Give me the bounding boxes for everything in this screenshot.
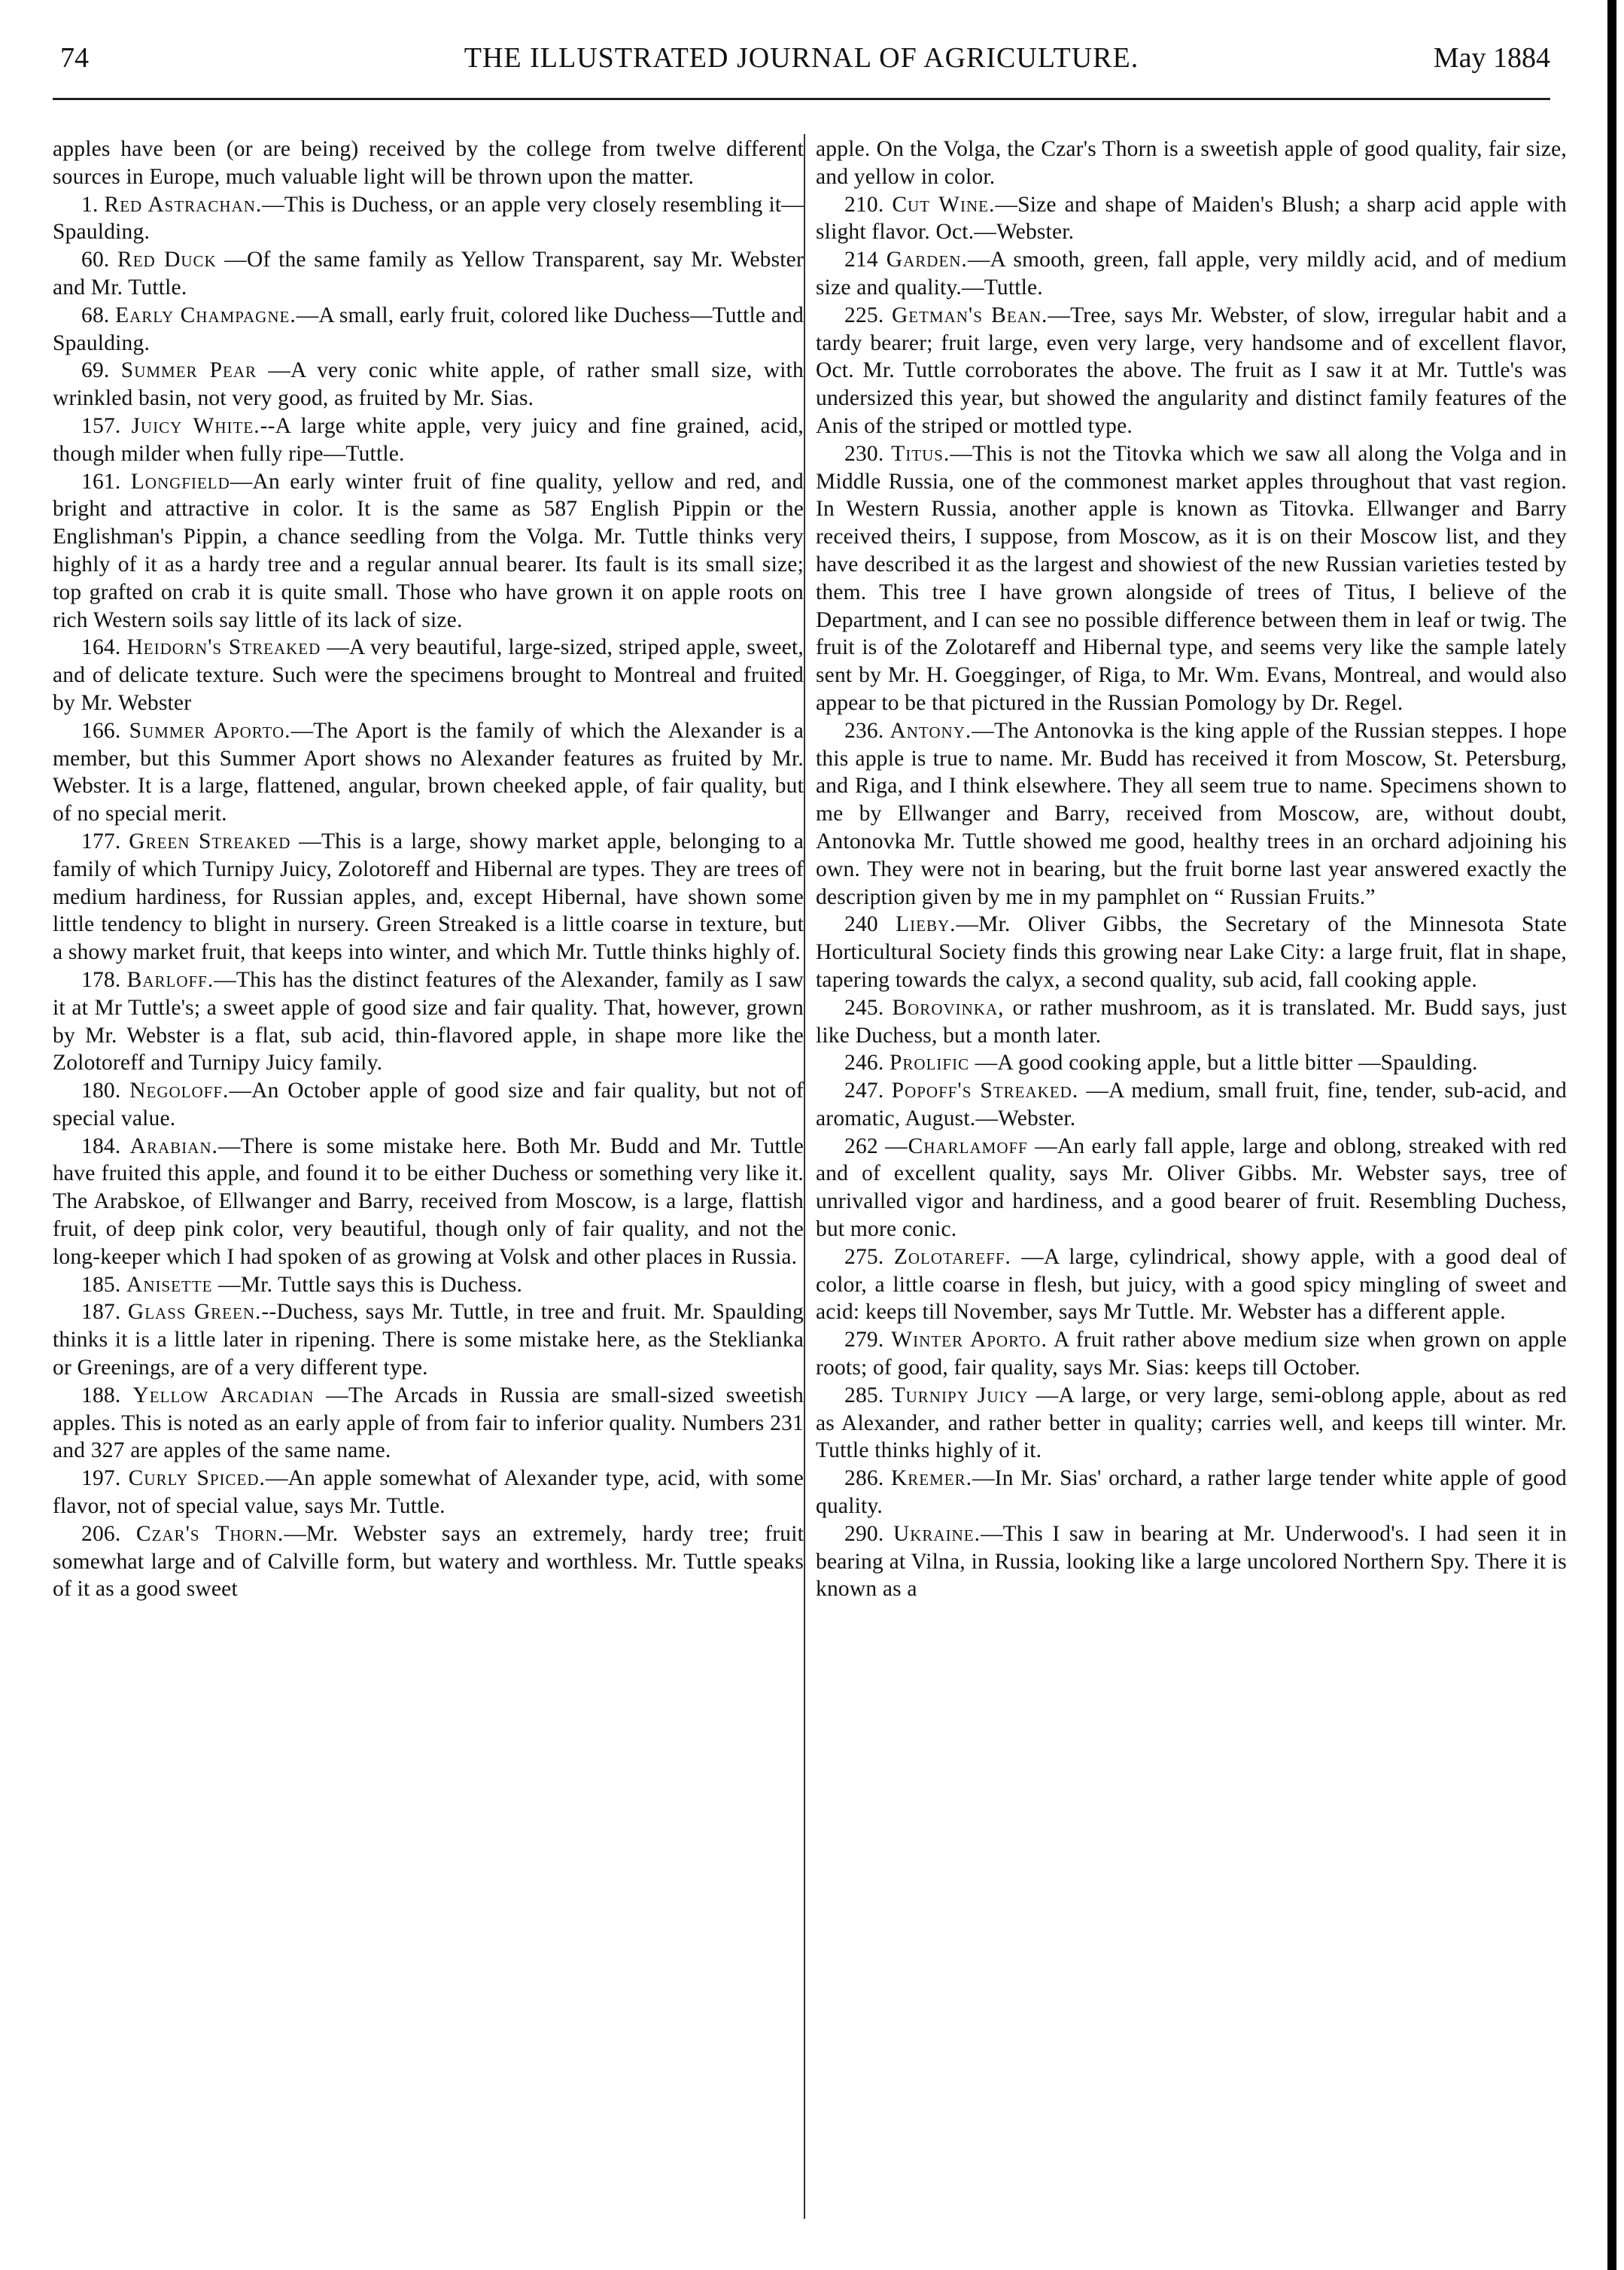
- article-entry: [53, 412, 804, 468]
- entry-number: 214: [844, 248, 878, 272]
- variety-name: Titus.: [891, 441, 950, 466]
- variety-name: Winter Aporto.: [891, 1328, 1048, 1353]
- entry-text: —The Aport is the family of which the Alexander is a member, but this Summer Aport shows no Alexander features as fruited by Mr. Webster. It is a large, flattened, angular, brown cheeked apple, of fair quality, but of no special merit.: [53, 718, 804, 826]
- entry-text: —An October apple of good size and fair quality, but not of special value.: [53, 1079, 804, 1130]
- article-entry: [816, 135, 1567, 191]
- article-entry: [53, 1382, 804, 1465]
- column-divider: [804, 134, 805, 2219]
- article-entry: [816, 1243, 1567, 1326]
- entry-text: --A large white apple, very juicy and fine grained, acid, though milder when fully ripe—Tuttle.: [53, 413, 804, 466]
- entry-number: 187.: [81, 1300, 121, 1325]
- entry-text: —The Antonovka is the king apple of the Russian steppes. I hope this apple is true to name. Mr. Budd has received it from Moscow, St. Petersburg, and Riga, and I think elsewhere. They all seem true to name. Specimens shown to me by Ellwanger and Barry, received from Moscow, are, without doubt, Antonovka Mr. Tuttle showed me good, healthy trees in an orchard adjoining his own. They were not in bearing, but the fruit borne last year answered exactly the description given by me in my pamphlet on “ Russian Fruits.”: [816, 718, 1568, 909]
- article-entry: [816, 1520, 1567, 1603]
- article-entry: [816, 246, 1567, 302]
- entry-number: 161.: [81, 469, 121, 494]
- article-entry: [53, 634, 804, 717]
- left-column: [53, 135, 804, 1603]
- entry-number: 262: [844, 1133, 878, 1158]
- entry-text: —Mr. Tuttle says this is Duchess.: [212, 1272, 523, 1297]
- entry-text: —There is some mistake here. Both Mr. Budd and Mr. Tuttle have fruited this apple, and found it to be either Duchess or something very like it. The Arabskoe, of Ellwanger and Barry, received from Moscow, is a large, flattish fruit, of deep pink color, very beautiful, though only of fair quality, and not the long-keeper which I had spoken of as growing at Volsk and other places in Russia.: [53, 1133, 804, 1269]
- entry-number: 236.: [844, 718, 884, 743]
- entry-number: 68.: [81, 303, 110, 327]
- variety-name: Juicy White.: [131, 413, 260, 438]
- variety-name: Red Duck: [117, 248, 217, 272]
- article-entry: [816, 1326, 1567, 1382]
- entry-text: —Of the same family as Yellow Transparent, say Mr. Webster and Mr. Tuttle.: [53, 248, 804, 300]
- journal-title: THE ILLUSTRATED JOURNAL OF AGRICULTURE.: [464, 42, 1139, 74]
- entry-number: 225.: [844, 303, 884, 327]
- issue-date: May 1884: [1433, 42, 1550, 74]
- variety-name: Heidorn's Streaked: [126, 635, 321, 660]
- entry-number: 230.: [844, 441, 884, 466]
- entry-number: 290.: [844, 1521, 884, 1546]
- article-entry: [53, 357, 804, 412]
- article-entry: [53, 828, 804, 966]
- article-entry: [53, 302, 804, 358]
- entry-number: 240: [844, 912, 878, 937]
- variety-name: Barloff.: [126, 967, 214, 992]
- page-edge-bar: [1607, 0, 1616, 2270]
- entry-number: 1.: [81, 192, 99, 217]
- entry-text: —A very conic white apple, of rather small size, with wrinkled basin, not very good, as fruited by Mr. Sias.: [53, 358, 804, 411]
- variety-name: Lieby.: [896, 912, 956, 937]
- entry-text: apples have been (or are being) received by the college from twelve different sources in Europe, much valuable light will be thrown upon the matter.: [53, 137, 804, 189]
- variety-name: Summer Pear: [120, 358, 257, 383]
- entry-number: 178.: [81, 967, 121, 992]
- article-entry: [53, 1465, 804, 1520]
- entry-number: 197.: [81, 1466, 121, 1491]
- entry-number: 180.: [81, 1079, 121, 1103]
- article-entry: [53, 246, 804, 302]
- entry-text: —This is not the Titovka which we saw all along the Volga and in Middle Russia, one of the commonest market apples throughout that vast region. In Western Russia, another apple is known as Titovka. Ellwanger and Barry received theirs, I suppose, from Moscow, as it is on their Moscow list, and they have described it as the largest and showiest of the new Russian varieties tested by them. This tree I have grown alongside of trees of Titus, I believe of the Department, and I can see no possible difference between them in leaf or twig. The fruit is of the Zolotareff and Hibernal type, and seems very like the sample lately sent by Mr. H. Goegginger, of Riga, to Mr. Wm. Evans, Montreal, and would also appear to be that pictured in the Russian Pomology by Dr. Regel.: [816, 441, 1568, 715]
- entry-number: 210.: [844, 192, 884, 217]
- entry-text: —A large, or very large, semi-oblong apple, about as red as Alexander, and rather better in quality; carries well, and keeps till winter. Mr. Tuttle thinks highly of it.: [816, 1383, 1567, 1463]
- entry-number: 286.: [844, 1466, 884, 1491]
- variety-name: Prolific: [890, 1051, 970, 1076]
- entry-text: —In Mr. Sias' orchard, a rather large tender white apple of good quality.: [816, 1466, 1567, 1519]
- entry-number: 166.: [81, 718, 121, 743]
- entry-number: 247.: [844, 1079, 884, 1103]
- entry-text: —An early fall apple, large and oblong, streaked with red and of excellent quality, says Mr. Oliver Gibbs. Mr. Webster says, tree of unrivalled vigor and hardiness, and a good bearer of fruit. Resembling Duchess, but more conic.: [816, 1133, 1567, 1242]
- entry-text: —Size and shape of Maiden's Blush; a sharp acid apple with slight flavor. Oct.—Webster.: [816, 192, 1568, 245]
- entry-number: 157.: [81, 413, 121, 438]
- entry-number: 185.: [81, 1272, 121, 1297]
- entry-text: —A large, cylindrical, showy apple, with a good deal of color, a little coarse in flesh, but juicy, with a good spicy mingling of sweet and acid: keeps till November, says Mr Tuttle. Mr. Webster has a different apple.: [816, 1244, 1567, 1325]
- entry-number: 246.: [844, 1051, 884, 1076]
- entry-text: —Mr. Webster says an extremely, hardy tree; fruit somewhat large and of Calville form, but watery and worthless. Mr. Tuttle speaks of it as a good sweet: [53, 1521, 804, 1602]
- page-header: [53, 39, 1550, 77]
- article-entry: [53, 1298, 804, 1381]
- entry-text: —A smooth, green, fall apple, very mildly acid, and of medium size and quality.—Tuttle.: [816, 248, 1567, 300]
- variety-name: Glass Green.: [127, 1300, 262, 1325]
- variety-name: Turnipy Juicy: [891, 1383, 1029, 1407]
- entry-number: 275.: [844, 1244, 884, 1269]
- article-entry: [816, 1049, 1567, 1077]
- entry-text: —Mr. Oliver Gibbs, the Secretary of the Minnesota State Horticultural Society finds this growing near Lake City: a large fruit, flat in shape, tapering towards the calyx, a second quality, sub acid, fall cooking apple.: [816, 912, 1568, 992]
- variety-name: Ukraine.: [893, 1521, 981, 1546]
- entry-text: —An apple somewhat of Alexander type, acid, with some flavor, not of special value, says Mr. Tuttle.: [53, 1466, 804, 1519]
- variety-name: Green Streaked: [129, 829, 291, 854]
- article-entry: [53, 1271, 804, 1299]
- entry-number: 245.: [844, 995, 884, 1020]
- article-entry: [816, 191, 1567, 247]
- variety-name: Czar's Thorn.: [135, 1521, 284, 1546]
- entry-text: —This I saw in bearing at Mr. Underwood's. I had seen it in bearing at Vilna, in Russia, looking like a large uncolored Northern Spy. There it is known as a: [816, 1521, 1568, 1602]
- page-number: 74: [60, 42, 89, 74]
- article-entry: [53, 468, 804, 634]
- entry-text: —This has the distinct features of the Alexander, family as I saw it at Mr Tuttle's; a sweet apple of good size and fair quality. That, however, grown by Mr. Webster is a flat, sub acid, thin-flavored apple, in shape more like the Zolotoreff and Turnipy Juicy family.: [53, 967, 804, 1076]
- article-entry: [816, 1382, 1567, 1465]
- article-entry: [816, 1133, 1567, 1243]
- entry-number: 69.: [81, 358, 110, 383]
- variety-name: Garden.: [886, 248, 968, 272]
- article-entry: [816, 1465, 1567, 1520]
- entry-text: —An early winter fruit of fine quality, yellow and red, and bright and attractive in color. It is the same as 587 English Pippin or the Englishman's Pippin, a chance seedling from the Volga. Mr. Tuttle thinks very highly of it as a hardy tree and a regular annual bearer. Its fault is its small size; top grafted on crab it is quite small. Those who have grown it on apple roots on rich Western soils say little of its lack of size.: [53, 469, 804, 632]
- entry-text: --Duchess, says Mr. Tuttle, in tree and fruit. Mr. Spaulding thinks it is a little later in ripening. There is some mistake here, as the Steklianka or Greenings, are of a very different type.: [53, 1300, 804, 1380]
- entry-number: 188.: [81, 1383, 121, 1407]
- entry-number: 279.: [844, 1328, 884, 1353]
- entry-text: —A very beautiful, large-sized, striped apple, sweet, and of delicate texture. Such were the specimens brought to Montreal and fruited by Mr. Webster: [53, 635, 804, 715]
- article-entry: [53, 1133, 804, 1271]
- entry-text: apple. On the Volga, the Czar's Thorn is a sweetish apple of good quality, fair size, and yellow in color.: [816, 137, 1567, 189]
- variety-name: Longfield: [130, 469, 230, 494]
- entry-number: 177.: [81, 829, 121, 854]
- entry-number: 60.: [81, 248, 110, 272]
- article-entry: [816, 440, 1567, 717]
- variety-name: Curly Spiced.: [128, 1466, 266, 1491]
- article-entry: [816, 911, 1567, 994]
- variety-name: Anisette: [126, 1272, 213, 1297]
- variety-name: Summer Aporto.: [129, 718, 291, 743]
- entry-text: —This is Duchess, or an apple very closely resembling it—Spaulding.: [53, 192, 804, 245]
- article-entry: [816, 717, 1567, 911]
- variety-name: Popoff's Streaked.: [891, 1079, 1079, 1103]
- variety-name: Red Astrachan.: [104, 192, 263, 217]
- article-entry: [816, 994, 1567, 1050]
- variety-name: —Charlamoff: [885, 1133, 1028, 1158]
- entry-text: or rather mushroom, as it is translated. Mr. Budd says, just like Duchess, but a month later.: [816, 995, 1567, 1048]
- variety-name: Arabian.: [129, 1133, 218, 1158]
- entry-text: A fruit rather above medium size when grown on apple roots; of good, fair quality, says Mr. Sias: keeps till October.: [816, 1328, 1568, 1380]
- entry-text: —A small, early fruit, colored like Duchess—Tuttle and Spaulding.: [53, 303, 804, 355]
- entry-text: —The Arcads in Russia are small-sized sweetish apples. This is noted as an early apple of from fair to inferior quality. Numbers 231 and 327 are apples of the same name.: [53, 1383, 804, 1463]
- article-entry: [816, 302, 1567, 440]
- entry-number: 285.: [844, 1383, 884, 1407]
- article-entry: [53, 135, 804, 191]
- variety-name: Getman's Bean.: [891, 303, 1048, 327]
- entry-text: —A medium, small fruit, fine, tender, sub-acid, and aromatic, August.—Webster.: [816, 1079, 1567, 1130]
- variety-name: Negoloff.: [129, 1079, 230, 1103]
- article-entry: [53, 191, 804, 247]
- variety-name: Zolotareff.: [893, 1244, 1011, 1269]
- variety-name: Cut Wine.: [892, 192, 996, 217]
- variety-name: Early Champagne.: [115, 303, 297, 327]
- entry-text: —This is a large, showy market apple, belonging to a family of which Turnipy Juicy, Zolotoreff and Hibernal are types. They are trees of medium hardiness, for Russian apples, and, except Hibernal, have shown some little tendency to blight in nursery. Green Streaked is a little coarse in texture, but a showy market fruit, that keeps into winter, and which Mr. Tuttle thinks highly of.: [53, 829, 804, 965]
- entry-text: —A good cooking apple, but a little bitter —Spaulding.: [969, 1051, 1478, 1076]
- entry-number: 184.: [81, 1133, 121, 1158]
- header-rule: [53, 98, 1550, 100]
- article-entry: [53, 717, 804, 828]
- article-entry: [53, 966, 804, 1077]
- variety-name: Antony.: [890, 718, 972, 743]
- entry-number: 206.: [81, 1521, 121, 1546]
- article-entry: [53, 1077, 804, 1133]
- right-column: [816, 135, 1567, 1603]
- article-entry: [816, 1077, 1567, 1133]
- variety-name: Borovinka,: [892, 995, 1005, 1020]
- variety-name: Kremer.: [890, 1466, 972, 1491]
- article-entry: [53, 1520, 804, 1603]
- entry-text: —Tree, says Mr. Webster, of slow, irregular habit and a tardy bearer; fruit large, even very large, very handsome and of excellent flavor, Oct. Mr. Tuttle corroborates the above. The fruit as I saw it at Mr. Tuttle's was undersized this year, but showed the angularity and distinct family features of the Anis of the striped or mottled type.: [816, 303, 1567, 438]
- variety-name: Yellow Arcadian: [132, 1383, 315, 1407]
- entry-number: 164.: [81, 635, 121, 660]
